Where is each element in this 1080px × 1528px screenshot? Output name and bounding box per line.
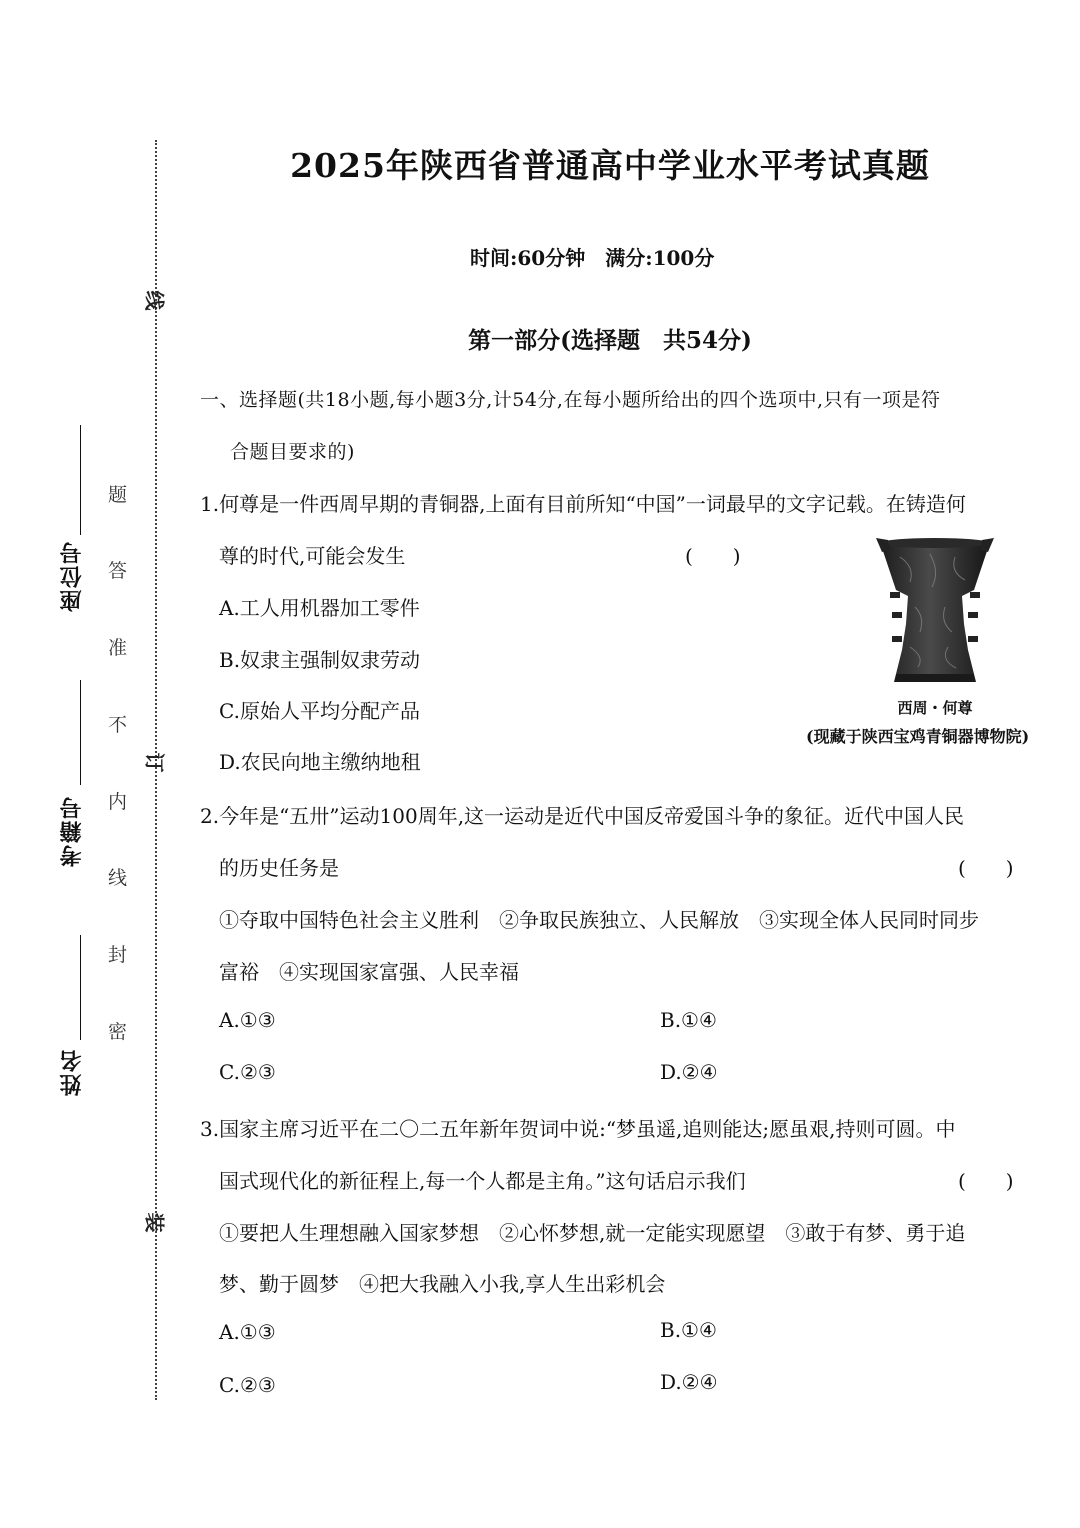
margin-xian-mark: 线 <box>142 290 167 311</box>
exam-title: 2025年陕西省普通高中学业水平考试真题 <box>290 146 930 185</box>
question-3-option-d[interactable]: D.②④ <box>660 1370 718 1394</box>
question-1-stem-cont: 尊的时代,可能会发生 <box>219 544 406 568</box>
question-3-items-cont: 梦、勤于圆梦 ④把大我融入小我,享人生出彩机会 <box>219 1272 666 1296</box>
part-heading: 第一部分(选择题 共54分) <box>468 327 752 354</box>
warning-char-feng: 封 <box>108 944 128 966</box>
section-instruction: 一、选择题(共18小题,每小题3分,计54分,在每小题所给出的四个选项中,只有一项是符 <box>200 389 941 411</box>
question-3-stem-cont: 国式现代化的新征程上,每一个人都是主角。”这句话启示我们 <box>219 1169 746 1193</box>
seat-number-label: 座位号 <box>59 540 85 612</box>
exam-number-blank[interactable] <box>80 680 81 785</box>
question-1-answer-parens[interactable]: ( ) <box>685 544 741 568</box>
question-3-option-a[interactable]: A.①③ <box>219 1320 276 1344</box>
name-label: 姓名 <box>59 1048 85 1096</box>
question-1-option-c[interactable]: C.原始人平均分配产品 <box>219 699 420 723</box>
time-score-info: 时间:60分钟 满分:100分 <box>470 246 715 270</box>
he-zun-bronze-vessel-image <box>870 532 1000 687</box>
exam-number-label: 考籍号 <box>59 795 85 867</box>
section-instruction-cont: 合题目要求的) <box>230 441 355 463</box>
question-2-items-cont: 富裕 ④实现国家富强、人民幸福 <box>219 960 519 984</box>
image-caption-source: (现藏于陕西宝鸡青铜器博物院) <box>806 727 1030 746</box>
question-2-option-b[interactable]: B.①④ <box>660 1008 717 1032</box>
question-2-items: ①夺取中国特色社会主义胜利 ②争取民族独立、人民解放 ③实现全体人民同时同步 <box>219 908 979 932</box>
warning-char-nei: 内 <box>108 791 128 813</box>
question-3-option-b[interactable]: B.①④ <box>660 1318 717 1342</box>
warning-char-mi: 密 <box>108 1021 128 1043</box>
warning-char-ti: 题 <box>108 484 128 506</box>
question-2-stem: 2.今年是“五卅”运动100周年,这一运动是近代中国反帝爱国斗争的象征。近代中国人民 <box>200 804 965 828</box>
question-3-option-c[interactable]: C.②③ <box>219 1373 276 1397</box>
question-2-option-d[interactable]: D.②④ <box>660 1060 718 1084</box>
question-2-option-a[interactable]: A.①③ <box>219 1008 276 1032</box>
margin-ding-mark: 订 <box>142 752 167 773</box>
margin-zhuang-mark: 装 <box>142 1212 167 1233</box>
image-caption-title: 西周・何尊 <box>897 699 973 717</box>
question-1-option-d[interactable]: D.农民向地主缴纳地租 <box>219 750 421 774</box>
seat-number-blank[interactable] <box>80 425 81 535</box>
question-3-answer-parens[interactable]: ( ) <box>958 1169 1014 1193</box>
question-2-answer-parens[interactable]: ( ) <box>958 856 1014 880</box>
question-3-items: ①要把人生理想融入国家梦想 ②心怀梦想,就一定能实现愿望 ③敢于有梦、勇于追 <box>219 1221 966 1245</box>
question-1-option-b[interactable]: B.奴隶主强制奴隶劳动 <box>219 648 421 672</box>
warning-char-da: 答 <box>108 560 128 582</box>
question-2-stem-cont: 的历史任务是 <box>219 856 339 880</box>
warning-char-bu: 不 <box>108 714 128 736</box>
question-1-option-a[interactable]: A.工人用机器加工零件 <box>219 596 420 620</box>
name-blank[interactable] <box>80 935 81 1040</box>
warning-char-xian: 线 <box>108 867 128 889</box>
question-2-option-c[interactable]: C.②③ <box>219 1060 276 1084</box>
question-1-stem: 1.何尊是一件西周早期的青铜器,上面有目前所知“中国”一词最早的文字记载。在铸造何 <box>200 492 966 516</box>
question-3-stem: 3.国家主席习近平在二〇二五年新年贺词中说:“梦虽遥,追则能达;愿虽艰,持则可圆。中 <box>200 1117 956 1141</box>
warning-char-zhun: 准 <box>108 637 128 659</box>
